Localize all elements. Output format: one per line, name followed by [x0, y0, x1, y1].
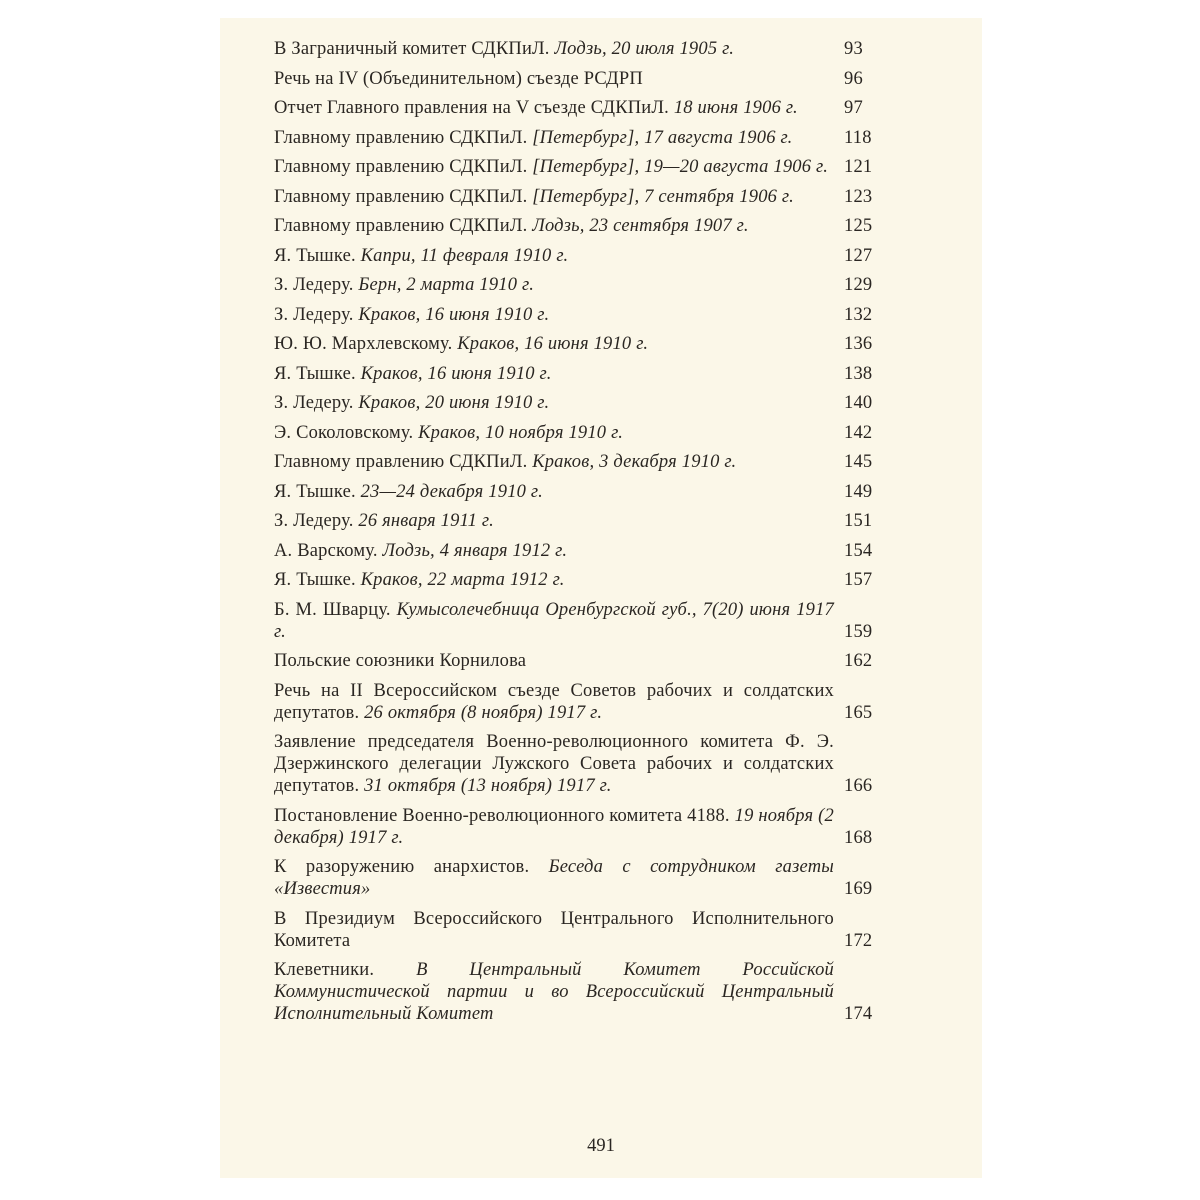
toc-entry: [274, 422, 894, 444]
entry-title: З. Ледеру.: [274, 511, 354, 531]
entry-title: Главному правлению СДКПиЛ.: [274, 127, 528, 148]
toc-entry: [274, 38, 894, 60]
entry-title: К разоружению анархистов.: [274, 857, 530, 877]
toc-entry: [274, 68, 894, 90]
toc-entry: [274, 481, 894, 503]
toc-entry: [274, 540, 894, 562]
entry-detail: 26 января 1911 г.: [358, 511, 494, 531]
entry-page-number: 142: [844, 422, 873, 443]
entry-page-number: 165: [844, 702, 873, 723]
toc-entry: [274, 569, 894, 591]
entry-title: Отчет Главного правления на V съезде СДКПиЛ.: [274, 98, 669, 118]
toc-entry: [274, 451, 894, 473]
entry-page-number: 140: [844, 393, 873, 413]
toc-entry: [274, 245, 894, 267]
entry-detail: [Петербург], 19—20 августа 1906 г.: [532, 157, 829, 177]
entry-page-number: 97: [844, 98, 863, 118]
entry-title: З. Ледеру.: [274, 304, 354, 325]
toc-entry: [274, 333, 894, 355]
entry-page-number: 168: [844, 827, 873, 848]
entry-detail: 19 ноября (2 декабря) 1917 г.: [274, 805, 834, 848]
entry-detail: [Петербург], 7 сентября 1906 г.: [532, 186, 794, 207]
toc-entry: [274, 274, 894, 296]
entry-title: Главному правлению СДКПиЛ.: [274, 157, 528, 177]
entry-page-number: 157: [844, 570, 873, 590]
toc-entry: [274, 908, 894, 952]
entry-title: В Заграничный комитет СДКПиЛ.: [274, 39, 550, 59]
toc-entry: [274, 304, 894, 326]
toc-entry: [274, 363, 894, 385]
entry-title: Я. Тышке.: [274, 245, 356, 266]
entry-detail: Краков, 20 июня 1910 г.: [358, 393, 550, 413]
entry-detail: Краков, 16 июня 1910 г.: [457, 334, 649, 354]
entry-page-number: 162: [844, 651, 873, 671]
entry-page-number: 169: [844, 879, 873, 899]
entry-detail: Краков, 10 ноября 1910 г.: [418, 422, 624, 443]
entry-title: Я. Тышке.: [274, 363, 356, 384]
entry-detail: Краков, 16 июня 1910 г.: [358, 304, 550, 325]
entry-page-number: 123: [844, 186, 873, 207]
entry-page-number: 166: [844, 776, 873, 796]
toc-entry: [274, 97, 894, 119]
toc-entry: [274, 650, 894, 672]
entry-title: З. Ледеру.: [274, 275, 354, 295]
entry-page-number: 145: [844, 452, 873, 472]
entry-page-number: 132: [844, 304, 873, 325]
toc-entry: [274, 392, 894, 414]
entry-title: Польские союзники Корнилова: [274, 651, 527, 671]
entry-title: Я. Тышке.: [274, 481, 356, 502]
entry-detail: 26 октября (8 ноября) 1917 г.: [364, 702, 603, 723]
toc-entry: [274, 156, 894, 178]
entry-title: Клеветники.: [274, 960, 375, 980]
entry-page-number: 172: [844, 930, 873, 951]
entry-page-number: 154: [844, 540, 873, 561]
entry-page-number: 129: [844, 275, 873, 295]
entry-title: А. Варскому.: [274, 540, 378, 561]
entry-title: Ю. Ю. Мархлевскому.: [274, 334, 453, 354]
toc-entry: [274, 215, 894, 237]
entry-detail: 18 июня 1906 г.: [673, 98, 798, 118]
toc-entry: [274, 959, 894, 1025]
entry-title: Постановление Военно-революционного комитета 4188.: [274, 805, 730, 826]
entry-title: Речь на IV (Объединительном) съезде РСДРП: [274, 68, 643, 89]
toc-entry: [274, 510, 894, 532]
entry-page-number: 121: [844, 157, 873, 177]
entry-title: Заявление председателя Военно-революционного комитета Ф. Э. Дзержинского делегации Лужского Совета рабочих и солдатских депутатов.: [274, 732, 834, 796]
entry-page-number: 151: [844, 511, 873, 531]
entry-title: В Президиум Всероссийского Центрального Исполнительного Комитета: [274, 908, 834, 951]
entry-page-number: 159: [844, 621, 873, 642]
entry-detail: Краков, 16 июня 1910 г.: [360, 363, 552, 384]
toc-entry: [274, 680, 894, 724]
entry-detail: [Петербург], 17 августа 1906 г.: [532, 127, 793, 148]
entry-detail: Лодзь, 4 января 1912 г.: [382, 540, 568, 561]
entry-title: З. Ледеру.: [274, 393, 354, 413]
entry-title: Речь на II Всероссийском съезде Советов рабочих и солдатских депутатов.: [274, 680, 834, 723]
toc-entry: [274, 599, 894, 643]
entry-title: Главному правлению СДКПиЛ.: [274, 216, 528, 236]
entry-title: Главному правлению СДКПиЛ.: [274, 186, 528, 207]
entry-page-number: 174: [844, 1004, 873, 1024]
entry-title: Я. Тышке.: [274, 570, 356, 590]
entry-page-number: 125: [844, 216, 873, 236]
toc-entry: [274, 127, 894, 149]
entry-detail: 31 октября (13 ноября) 1917 г.: [364, 776, 612, 796]
entry-page-number: 93: [844, 39, 863, 59]
entry-title: Главному правлению СДКПиЛ.: [274, 452, 528, 472]
entry-detail: Лодзь, 20 июля 1905 г.: [554, 39, 735, 59]
toc-entry: [274, 856, 894, 900]
entry-detail: 23—24 декабря 1910 г.: [360, 481, 543, 502]
entry-page-number: 127: [844, 245, 873, 266]
toc-entry: [274, 731, 894, 797]
entry-title: Э. Соколовскому.: [274, 422, 414, 443]
entry-detail: Краков, 3 декабря 1910 г.: [532, 452, 737, 472]
entry-detail: Краков, 22 марта 1912 г.: [360, 570, 565, 590]
book-page: [220, 18, 982, 1178]
entry-page-number: 118: [844, 127, 872, 148]
entry-detail: Кумысолечебница Оренбургской губ., 7(20) июня 1917 г.: [274, 599, 834, 642]
entry-page-number: 136: [844, 334, 873, 354]
entry-detail: Лодзь, 23 сентября 1907 г.: [532, 216, 749, 236]
entry-detail: Беседа с сотрудником газеты «Известия»: [274, 857, 834, 899]
table-of-contents: [274, 38, 894, 1033]
entry-page-number: 96: [844, 68, 863, 89]
entry-detail: Капри, 11 февраля 1910 г.: [360, 245, 569, 266]
toc-entry: [274, 186, 894, 208]
page-number: 491: [587, 1136, 615, 1156]
entry-title: Б. М. Шварцу.: [274, 599, 391, 620]
toc-entry: [274, 805, 894, 849]
entry-detail: Берн, 2 марта 1910 г.: [358, 275, 535, 295]
entry-page-number: 149: [844, 481, 873, 502]
entry-page-number: 138: [844, 363, 873, 384]
entry-detail: В Центральный Комитет Российской Коммунистической партии и во Всероссийский Центральный Исполнительный Комитет: [274, 960, 835, 1024]
